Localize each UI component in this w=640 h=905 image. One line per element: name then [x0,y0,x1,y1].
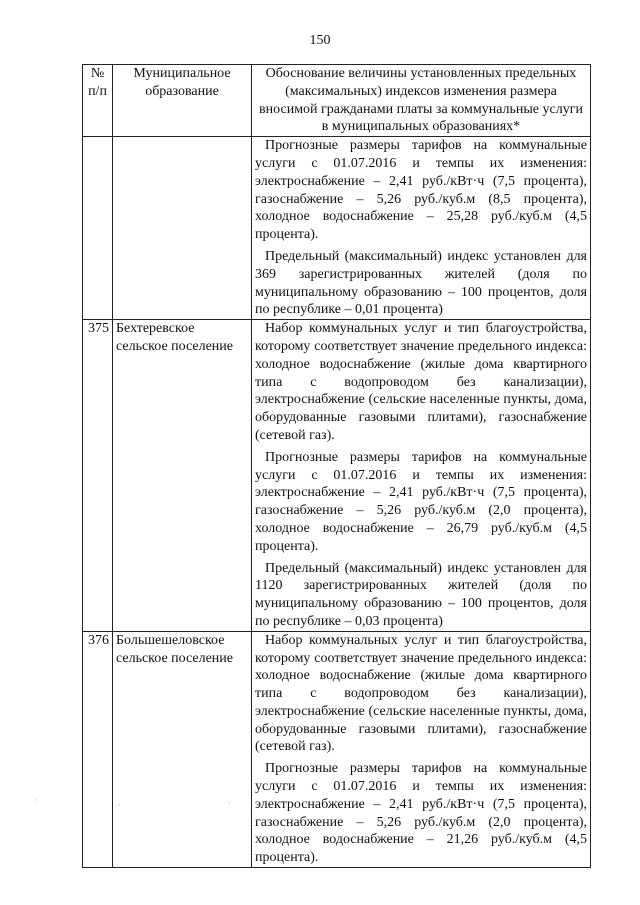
justification-paragraph: Набор коммунальных услуг и тип благоустройства, которому соответствует значение предельного индекса: холодное водоснабжение (жилые дома квартирного типа с водопроводом без канализации), электроснабжение (сельские населенные пункты, дома, оборудованные газовыми плитами), газоснабжение (сетевой газ). [255,321,587,443]
row-number [83,137,113,320]
row-municipality [113,137,252,320]
row-justification [252,320,591,632]
row-municipality: Большешеловское сельское поселение [113,631,252,867]
page-number: 150 [309,33,331,48]
table-row [83,631,591,867]
scan-speck: · [228,798,231,808]
table-row [83,320,591,632]
row-number: 375 [83,320,113,632]
justification-paragraph: Прогнозные размеры тарифов на коммунальные услуги с 01.07.2016 и темпы их изменения: электроснабжение – 2,41 руб./кВт·ч (7,5 процента), газоснабжение – 5,26 руб./куб.м (2,0 процента), холодное водоснабжение – 26,79 руб./куб.м (4,5 процента). [255,449,587,554]
justification-paragraph: Прогнозные размеры тарифов на коммунальные услуги с 01.07.2016 и темпы их изменения: электроснабжение – 2,41 руб./кВт·ч (7,5 процента), газоснабжение – 5,26 руб./куб.м (8,5 процента), холодное водоснабжение – 25,28 руб./куб.м (4,5 процента). [255,138,587,243]
header-justification: Обоснование величины установленных предельных (максимальных) индексов изменения размера вносимой гражданами платы за коммунальные услуги в муниципальных образованиях* [252,65,591,137]
row-municipality: Бехтеревское сельское поселение [113,320,252,632]
row-justification [252,137,591,320]
table-header-row [83,65,591,137]
header-number: № п/п [83,65,113,137]
tariff-table [82,64,591,868]
row-number: 376 [83,631,113,867]
justification-paragraph: Предельный (максимальный) индекс установлен для 1120 зарегистрированных жителей (доля по муниципальному образованию – 100 процентов, доля по республике – 0,03 процента) [255,560,587,629]
header-municipality: Муниципальное образование [113,65,252,137]
scan-speck: · [118,800,121,810]
scan-speck: · [34,795,37,805]
justification-paragraph: Предельный (максимальный) индекс установлен для 369 зарегистрированных жителей (доля по муниципальному образованию – 100 процентов, доля по республике – 0,01 процента) [255,248,587,318]
justification-paragraph: Набор коммунальных услуг и тип благоустройства, которому соответствует значение предельного индекса: холодное водоснабжение (жилые дома квартирного типа с водопроводом без канализации), электроснабжение (сельские населенные пункты, дома, оборудованные газовыми плитами), газоснабжение (сетевой газ). [255,632,587,755]
table-row [83,137,591,320]
justification-paragraph: Прогнозные размеры тарифов на коммунальные услуги с 01.07.2016 и темпы их изменения: электроснабжение – 2,41 руб./кВт·ч (7,5 процента), газоснабжение – 5,26 руб./куб.м (2,0 процента), холодное водоснабжение – 21,26 руб./куб.м (4,5 процента). [255,761,587,866]
row-justification [252,631,591,867]
